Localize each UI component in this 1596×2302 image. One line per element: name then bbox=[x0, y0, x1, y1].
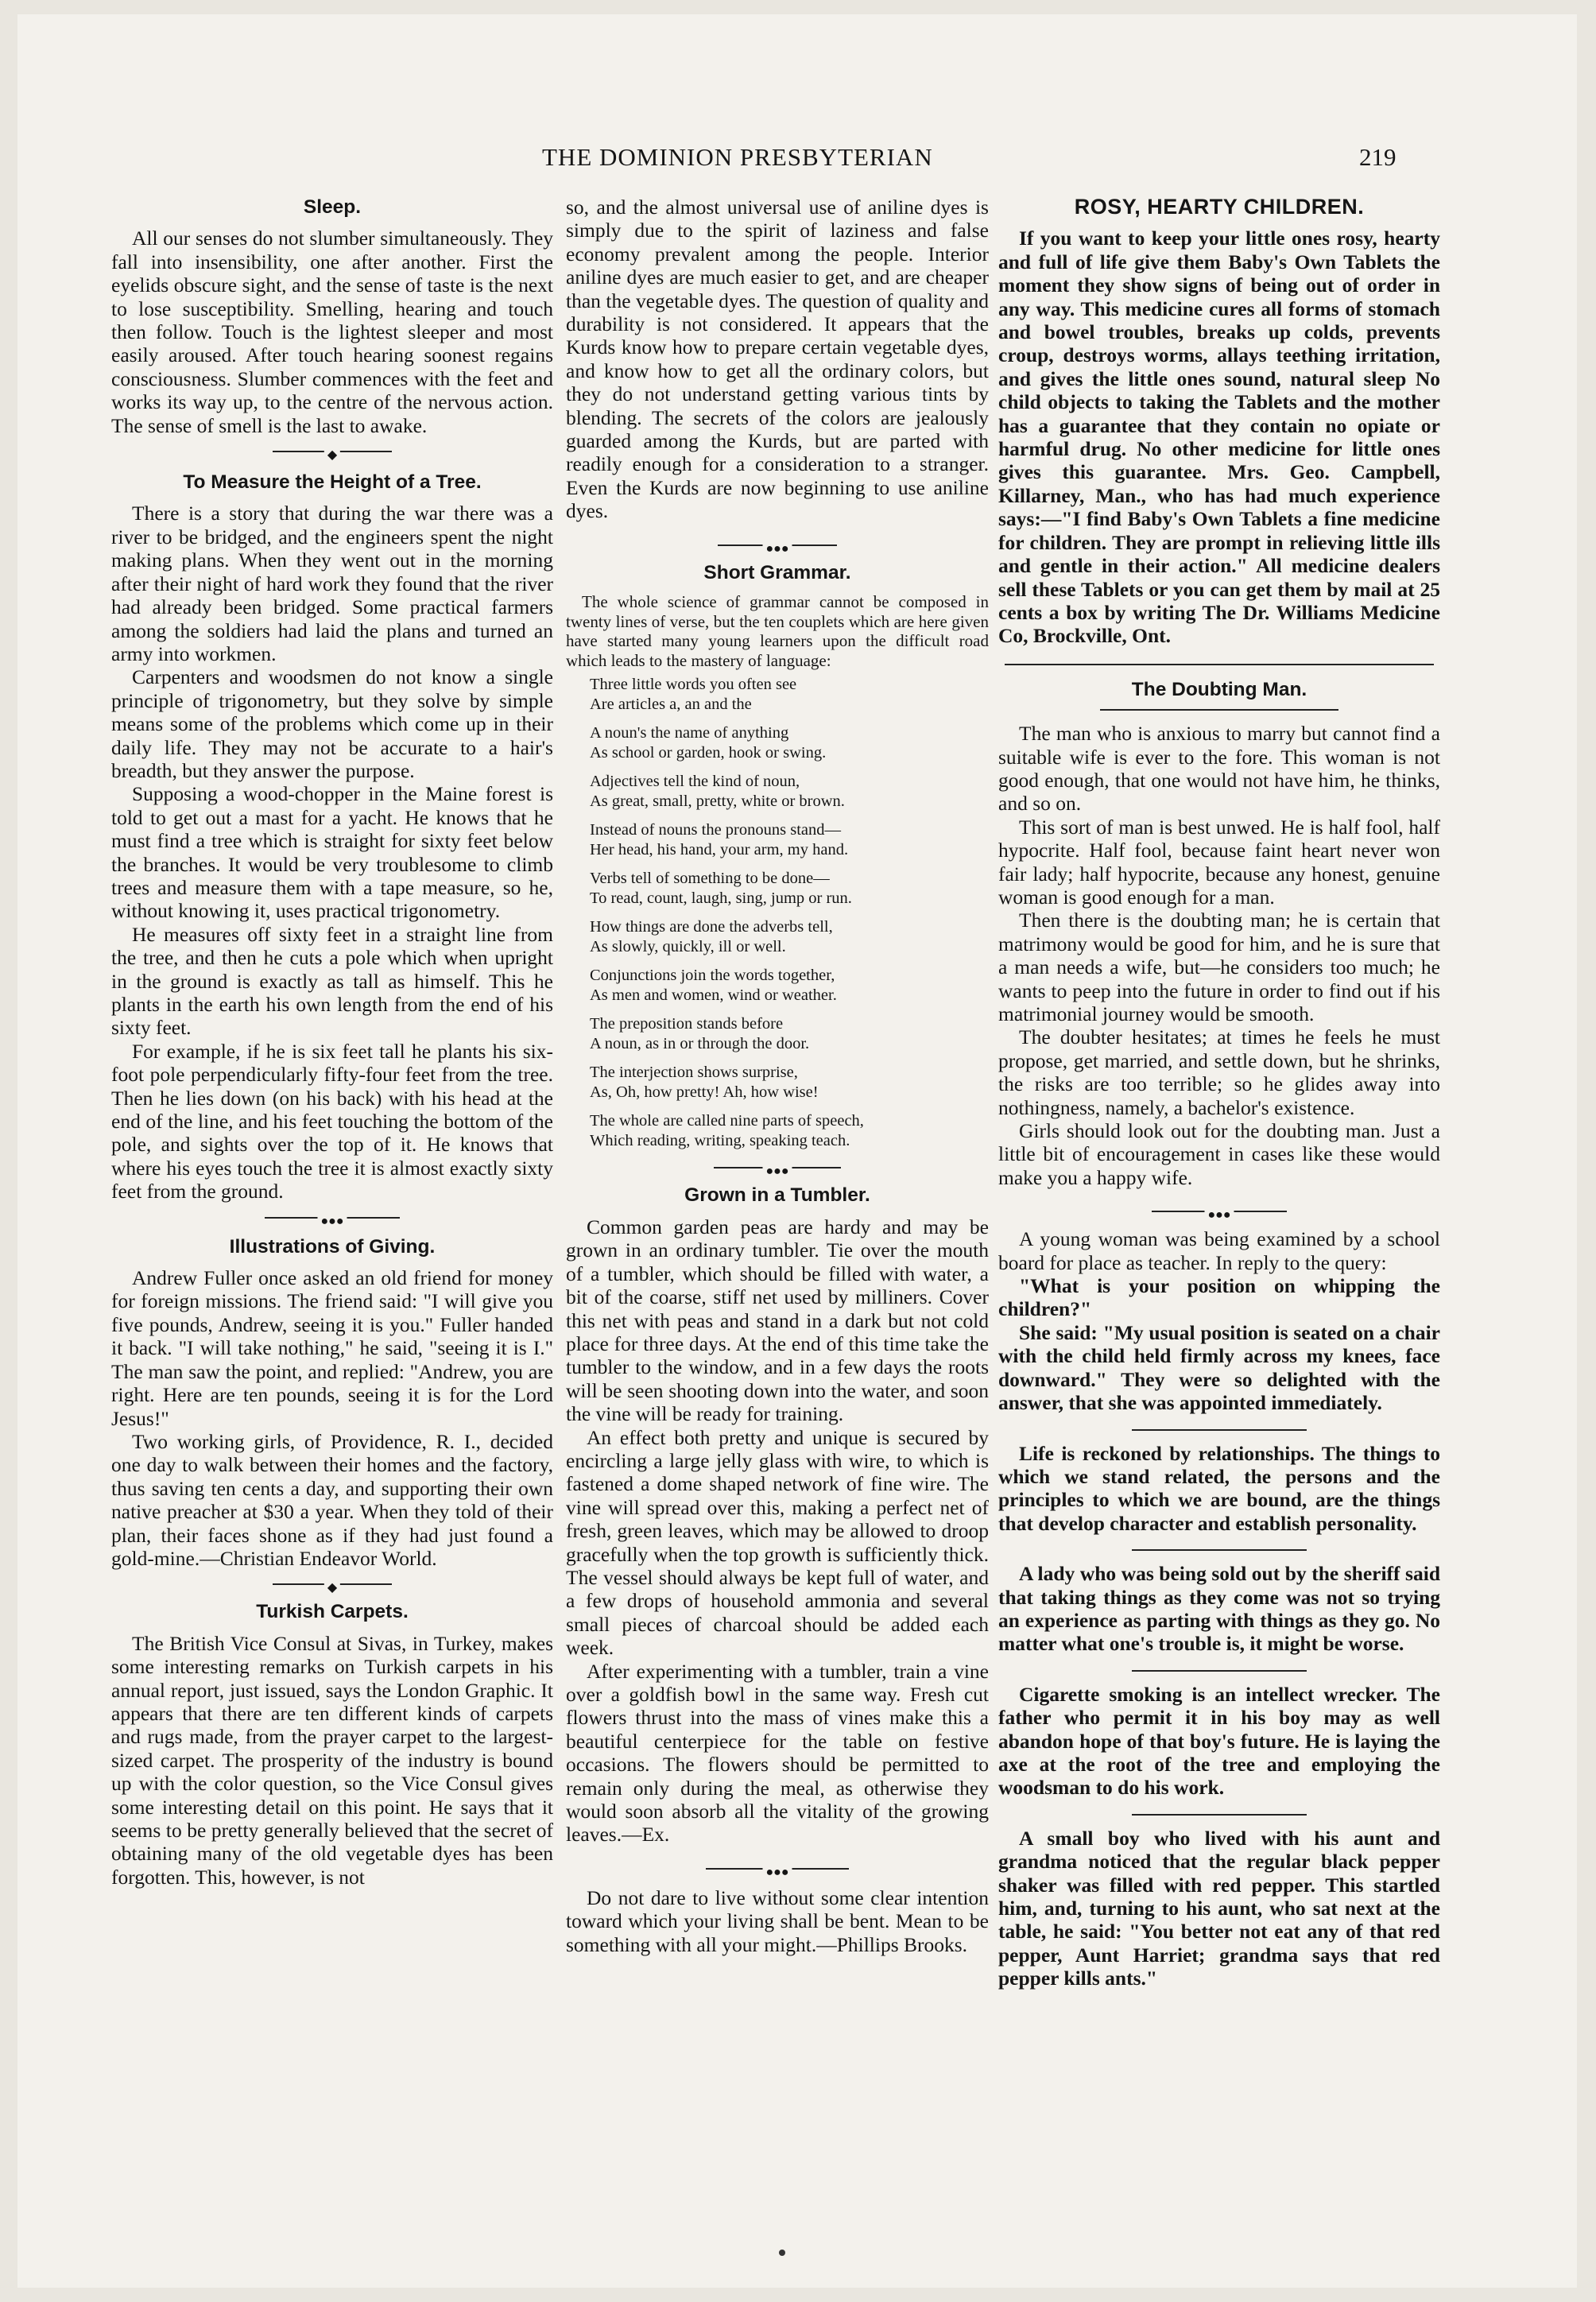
ornament-divider: ●●● bbox=[718, 537, 837, 553]
sleep-heading: Sleep. bbox=[303, 196, 362, 218]
verse-line: How things are done the adverbs tell, bbox=[590, 918, 833, 936]
tree-paragraph: He measures off sixty feet in a straight line from the tree, and then he cuts a pole which when upright in the ground is exactly as tall as himself. This he plants in the earth his own length from the end of his sixty feet. bbox=[111, 922, 553, 1040]
teacher-paragraph: She said: "My usual position is seated on a chair with the child held firmly across my knees, face downward." They were so delighted with the answer, that she was appointed immediately. bbox=[998, 1320, 1440, 1415]
verse-line: The interjection shows surprise, bbox=[590, 1064, 798, 1082]
verse-line: A noun, as in or through the door. bbox=[590, 1034, 810, 1052]
teacher-paragraph: "What is your position on whipping the children?" bbox=[998, 1274, 1440, 1321]
teacher-paragraph: A young woman was being examined by a school board for place as teacher. In reply to the query: bbox=[998, 1227, 1440, 1274]
sleep-text: All our senses do not slumber simultaneously. They fall into insensibility, one after another. First the eyelids obscure sight, and the sense of taste is the next to lose susceptibility. Smelling, hearing and touch then follow. Touch is the lightest sleeper and most easily aroused. After touch hearing soonest regains consciousness. Slumber commences with the feet and works its way up, to the centre of the nervous action. The sense of smell is the last to awake. bbox=[111, 227, 553, 437]
section-divider bbox=[1132, 1811, 1307, 1819]
tree-paragraph: For example, if he is six feet tall he plants his six-foot pole perpendicularly fifty-four feet from the tree. Then he lies down (on his back) with his head at the end of the line, and his feet touching the bottom of the pole, and sights over the top of it. He knows that where his eyes touch the tree it is almost exactly sixty feet from the ground. bbox=[111, 1039, 553, 1203]
page-number: 219 bbox=[1359, 143, 1396, 171]
doubting-paragraph: Girls should look out for the doubting man. Just a little bit of encouragement in cases like these would make you a happy wife. bbox=[998, 1119, 1440, 1189]
tree-heading: To Measure the Height of a Tree. bbox=[183, 471, 482, 494]
verse-line: Are articles a, an and the bbox=[590, 695, 752, 713]
verse-line: As slowly, quickly, ill or well. bbox=[590, 937, 786, 955]
verse-couplet bbox=[590, 1111, 989, 1150]
section-divider bbox=[1005, 661, 1434, 669]
verse-line: As, Oh, how pretty! Ah, how wise! bbox=[590, 1083, 819, 1101]
tumbler-paragraph: An effect both pretty and unique is secured by encircling a large jelly glass with wire, to which is fastened a dome shaped network of fine wire. The vine will spread over this, making a perfect net of fresh, green leaves, which may be allowed to droop gracefully when the top growth is sufficiently thick. The vessel should always be kept full of water, and a few drops of household ammonia and several small pieces of charcoal should be added each week. bbox=[566, 1425, 989, 1660]
verse-couplet bbox=[590, 1063, 989, 1102]
tumbler-paragraph: Common garden peas are hardy and may be grown in an ordinary tumbler. Tie over the mouth of a tumbler, which should be filled with water, a bit of the coarse, stiff net used by milliners. Cover this net with peas and stand in a dark but not cold place for three days. At the end of this time take the tumbler to the window, and in a few days the roots will be seen shooting down into the water, and soon the vine will be ready for training. bbox=[566, 1215, 989, 1426]
section-divider bbox=[1100, 706, 1338, 714]
tree-paragraph: There is a story that during the war there was a river to be bridged, and the engineers spent the night making plans. When they went out in the morning after their night of hard work they found that the river had already been bridged. Some practical farmers among the soldiers had laid the plans and turned an army into workmen. bbox=[111, 502, 553, 665]
ornament-divider: ●●● bbox=[1152, 1203, 1287, 1219]
column-right bbox=[998, 196, 1440, 1990]
tree-paragraph: Supposing a wood-chopper in the Maine forest is told to get out a mast for a yacht. He knows that he must find a tree which is straight for sixty feet below the branches. It would be very troublesome to climb trees and measure them with a tape measure, so he, without knowing it, uses practical trigonometry. bbox=[111, 782, 553, 923]
giving-paragraph: Two working girls, of Providence, R. I., decided one day to walk between their homes and the factory, thus saving ten cents a day, and supporting their own native preacher at $30 a year. When they told of their plan, their faces shone as if they had just found a gold-mine.—Christian Endeavor World. bbox=[111, 1429, 553, 1570]
ornament-divider: ●●● bbox=[714, 1160, 841, 1176]
verse-couplet bbox=[590, 966, 989, 1005]
rosy-advert bbox=[998, 227, 1440, 647]
verse-couplet bbox=[590, 723, 989, 762]
section-divider bbox=[1132, 1426, 1307, 1434]
doubting-heading: The Doubting Man. bbox=[1131, 678, 1307, 700]
cigarette-paragraph: Cigarette smoking is an intellect wrecker. The father who permit it in his boy may as well abandon hope of that boy's future. He is laying the axe at the root of the tree and employing the woodsman to do his work. bbox=[998, 1682, 1440, 1800]
doubting-paragraph: This sort of man is best unwed. He is half fool, half hypocrite. Half fool, because faint heart never won fair lady; half hypocrite, because any honest, genuine woman is good enough for a man. bbox=[998, 815, 1440, 909]
ornament-divider: ◆ bbox=[273, 444, 392, 459]
section-divider bbox=[1132, 1667, 1307, 1675]
verse-line: Conjunctions join the words together, bbox=[590, 967, 835, 985]
verse-line: Adjectives tell the kind of noun, bbox=[590, 773, 800, 791]
newspaper-page bbox=[17, 14, 1577, 2288]
section-divider bbox=[1132, 1546, 1307, 1554]
grammar-verse bbox=[590, 675, 989, 1150]
tree-paragraph: Carpenters and woodsmen do not know a single principle of trigonometry, but they solve by simple means some of the problems which come up in their daily life. They may not be accurate to a hair's breadth, but they answer the purpose. bbox=[111, 665, 553, 782]
rosy-text: If you want to keep your little ones rosy, hearty and full of life give them Baby's Own Tablets the moment they show signs of being out of order in any way. This medicine cures all forms of stomach and bowel troubles, breaks up colds, prevents croup, destroys worms, allays teething irritation, and gives the little ones sound, natural sleep No child objects to taking the Tablets and the mother has a guarantee that they contain no opiate or harmful drug. No other medicine for little ones gives this guarantee. Mrs. Geo. Campbell, Killarney, Man., who has had much experience says:—"I find Baby's Own Tablets a fine medicine for children. They are prompt in relieving little ills and gentle in their action." All medicine dealers sell these Tablets or you can get them by mail at 25 cents a box by writing The Dr. Williams Medicine Co, Brockville, Ont. bbox=[998, 227, 1440, 648]
verse-line: Three little words you often see bbox=[590, 676, 797, 694]
publication-title: THE DOMINION PRESBYTERIAN bbox=[542, 143, 933, 171]
grammar-intro: The whole science of grammar cannot be composed in twenty lines of verse, but the ten couplets which are here given have started many young learners upon the difficult road which leads to the mastery of language: bbox=[566, 592, 989, 670]
carpets-heading: Turkish Carpets. bbox=[256, 1601, 409, 1623]
tumbler-paragraph: After experimenting with a tumbler, train a vine over a goldfish bowl in the same way. Fresh cut flowers thrust into the mass of vines make this a beautiful centerpiece for the table on festive occasions. The flowers should be permitted to remain only during the meal, as otherwise they would soon absorb all the vitality of the growing leaves.—Ex. bbox=[566, 1659, 989, 1847]
verse-line: A noun's the name of anything bbox=[590, 724, 789, 742]
grammar-intro-block bbox=[566, 592, 989, 670]
ornament-divider: ◆ bbox=[273, 1576, 392, 1592]
verse-line: The preposition stands before bbox=[590, 1015, 784, 1033]
verse-couplet bbox=[590, 1014, 989, 1053]
verse-line: Verbs tell of something to be done— bbox=[590, 870, 830, 888]
page-header bbox=[17, 143, 1577, 183]
verse-couplet bbox=[590, 772, 989, 811]
verse-line: Which reading, writing, speaking teach. bbox=[590, 1131, 850, 1149]
grammar-heading: Short Grammar. bbox=[703, 561, 851, 583]
verse-line: The whole are called nine parts of speech, bbox=[590, 1112, 864, 1130]
sheriff-paragraph: A lady who was being sold out by the sheriff said that taking things as they come was not so trying an experience as parting with things as they go. No matter what one's trouble is, it might be worse. bbox=[998, 1562, 1440, 1656]
verse-line: As school or garden, hook or swing. bbox=[590, 743, 827, 762]
verse-line: Instead of nouns the pronouns stand— bbox=[590, 821, 841, 839]
carpets-paragraph: The British Vice Consul at Sivas, in Turkey, makes some interesting remarks on Turkish carpets in his annual report, just issued, says the London Graphic. It appears that there are ten different kinds of carpets and rugs made, from the prayer carpet to the largest-sized carpet. The prosperity of the industry is bound up with the color question, so the Vice Consul gives some interesting detail on this point. He says that it seems to be pretty generally believed that the secret of obtaining many of the old vegetable dyes has been forgotten. This, however, is not bbox=[111, 1631, 553, 1889]
verse-line: As great, small, pretty, white or brown. bbox=[590, 792, 845, 810]
ink-dot bbox=[779, 2250, 785, 2256]
verse-line: To read, count, laugh, sing, jump or run. bbox=[590, 889, 852, 907]
column-left bbox=[111, 196, 553, 1889]
rosy-heading: ROSY, HEARTY CHILDREN. bbox=[1074, 195, 1365, 219]
ornament-divider: ●●● bbox=[265, 1210, 400, 1226]
verse-line: As men and women, wind or weather. bbox=[590, 986, 837, 1004]
life-paragraph: Life is reckoned by relationships. The things to which we stand related, the persons and the principles to which we are bound, are the things that develop character and establish personality. bbox=[998, 1441, 1440, 1535]
giving-paragraph: Andrew Fuller once asked an old friend for money for foreign missions. The friend said: "I will give you five pounds, Andrew, seeing it is you." Fuller handed it back. "I will take nothing," he said, "seeing it is I." The man saw the point, and replied: "Andrew, you are right. Here are ten pounds, seeing it is for the Lord Jesus!" bbox=[111, 1266, 553, 1430]
verse-couplet bbox=[590, 675, 989, 714]
carpets-continued: so, and the almost universal use of aniline dyes is simply due to the spirit of laziness and false economy prevalent among the people. Interior aniline dyes are much easier to get, and are cheaper than the vegetable dyes. The question of quality and durability is not considered. It appears that the Kurds know how to prepare certain vegetable dyes, and know how to get all the ordinary colors, but they do not understand getting various tints by blending. The secrets of the colors are jealously guarded among the Kurds, but are parted with readily enough for a consideration to a stranger. Even the Kurds are now beginning to use aniline dyes. bbox=[566, 196, 989, 523]
verse-line: Her head, his hand, your arm, my hand. bbox=[590, 840, 849, 858]
brooks-quote: Do not dare to live without some clear intention toward which your living shall be bent. Mean to be something with all your might.—Phillips Brooks. bbox=[566, 1885, 989, 1956]
doubting-paragraph: Then there is the doubting man; he is certain that matrimony would be good for him, and he is sure that a man needs a wife, but—he considers too much; he wants to peep into the future in order to find out if his matrimonial journey would be smooth. bbox=[998, 909, 1440, 1025]
tumbler-heading: Grown in a Tumbler. bbox=[684, 1184, 870, 1207]
pepper-paragraph: A small boy who lived with his aunt and grandma noticed that the regular black pepper shaker was filled with red pepper. This startled him, and, turning to his aunt, who sat next at the table, he said: "You better not eat any of that red pepper, Aunt Harriet; grandma says that red pepper kills ants." bbox=[998, 1826, 1440, 1990]
verse-couplet bbox=[590, 869, 989, 908]
column-middle bbox=[566, 196, 989, 1956]
giving-heading: Illustrations of Giving. bbox=[229, 1235, 436, 1258]
ornament-divider: ●●● bbox=[706, 1861, 849, 1877]
verse-couplet bbox=[590, 917, 989, 956]
verse-couplet bbox=[590, 820, 989, 859]
doubting-paragraph: The doubter hesitates; at times he feels he must propose, get married, and settle down, but he shrinks, the risks are too terrible; so he glides away into nothingness, namely, a bachelor's existence. bbox=[998, 1025, 1440, 1119]
doubting-paragraph: The man who is anxious to marry but cannot find a suitable wife is ever to the fore. This woman is not good enough, that one would not have him, he thinks, and so on. bbox=[998, 722, 1440, 816]
